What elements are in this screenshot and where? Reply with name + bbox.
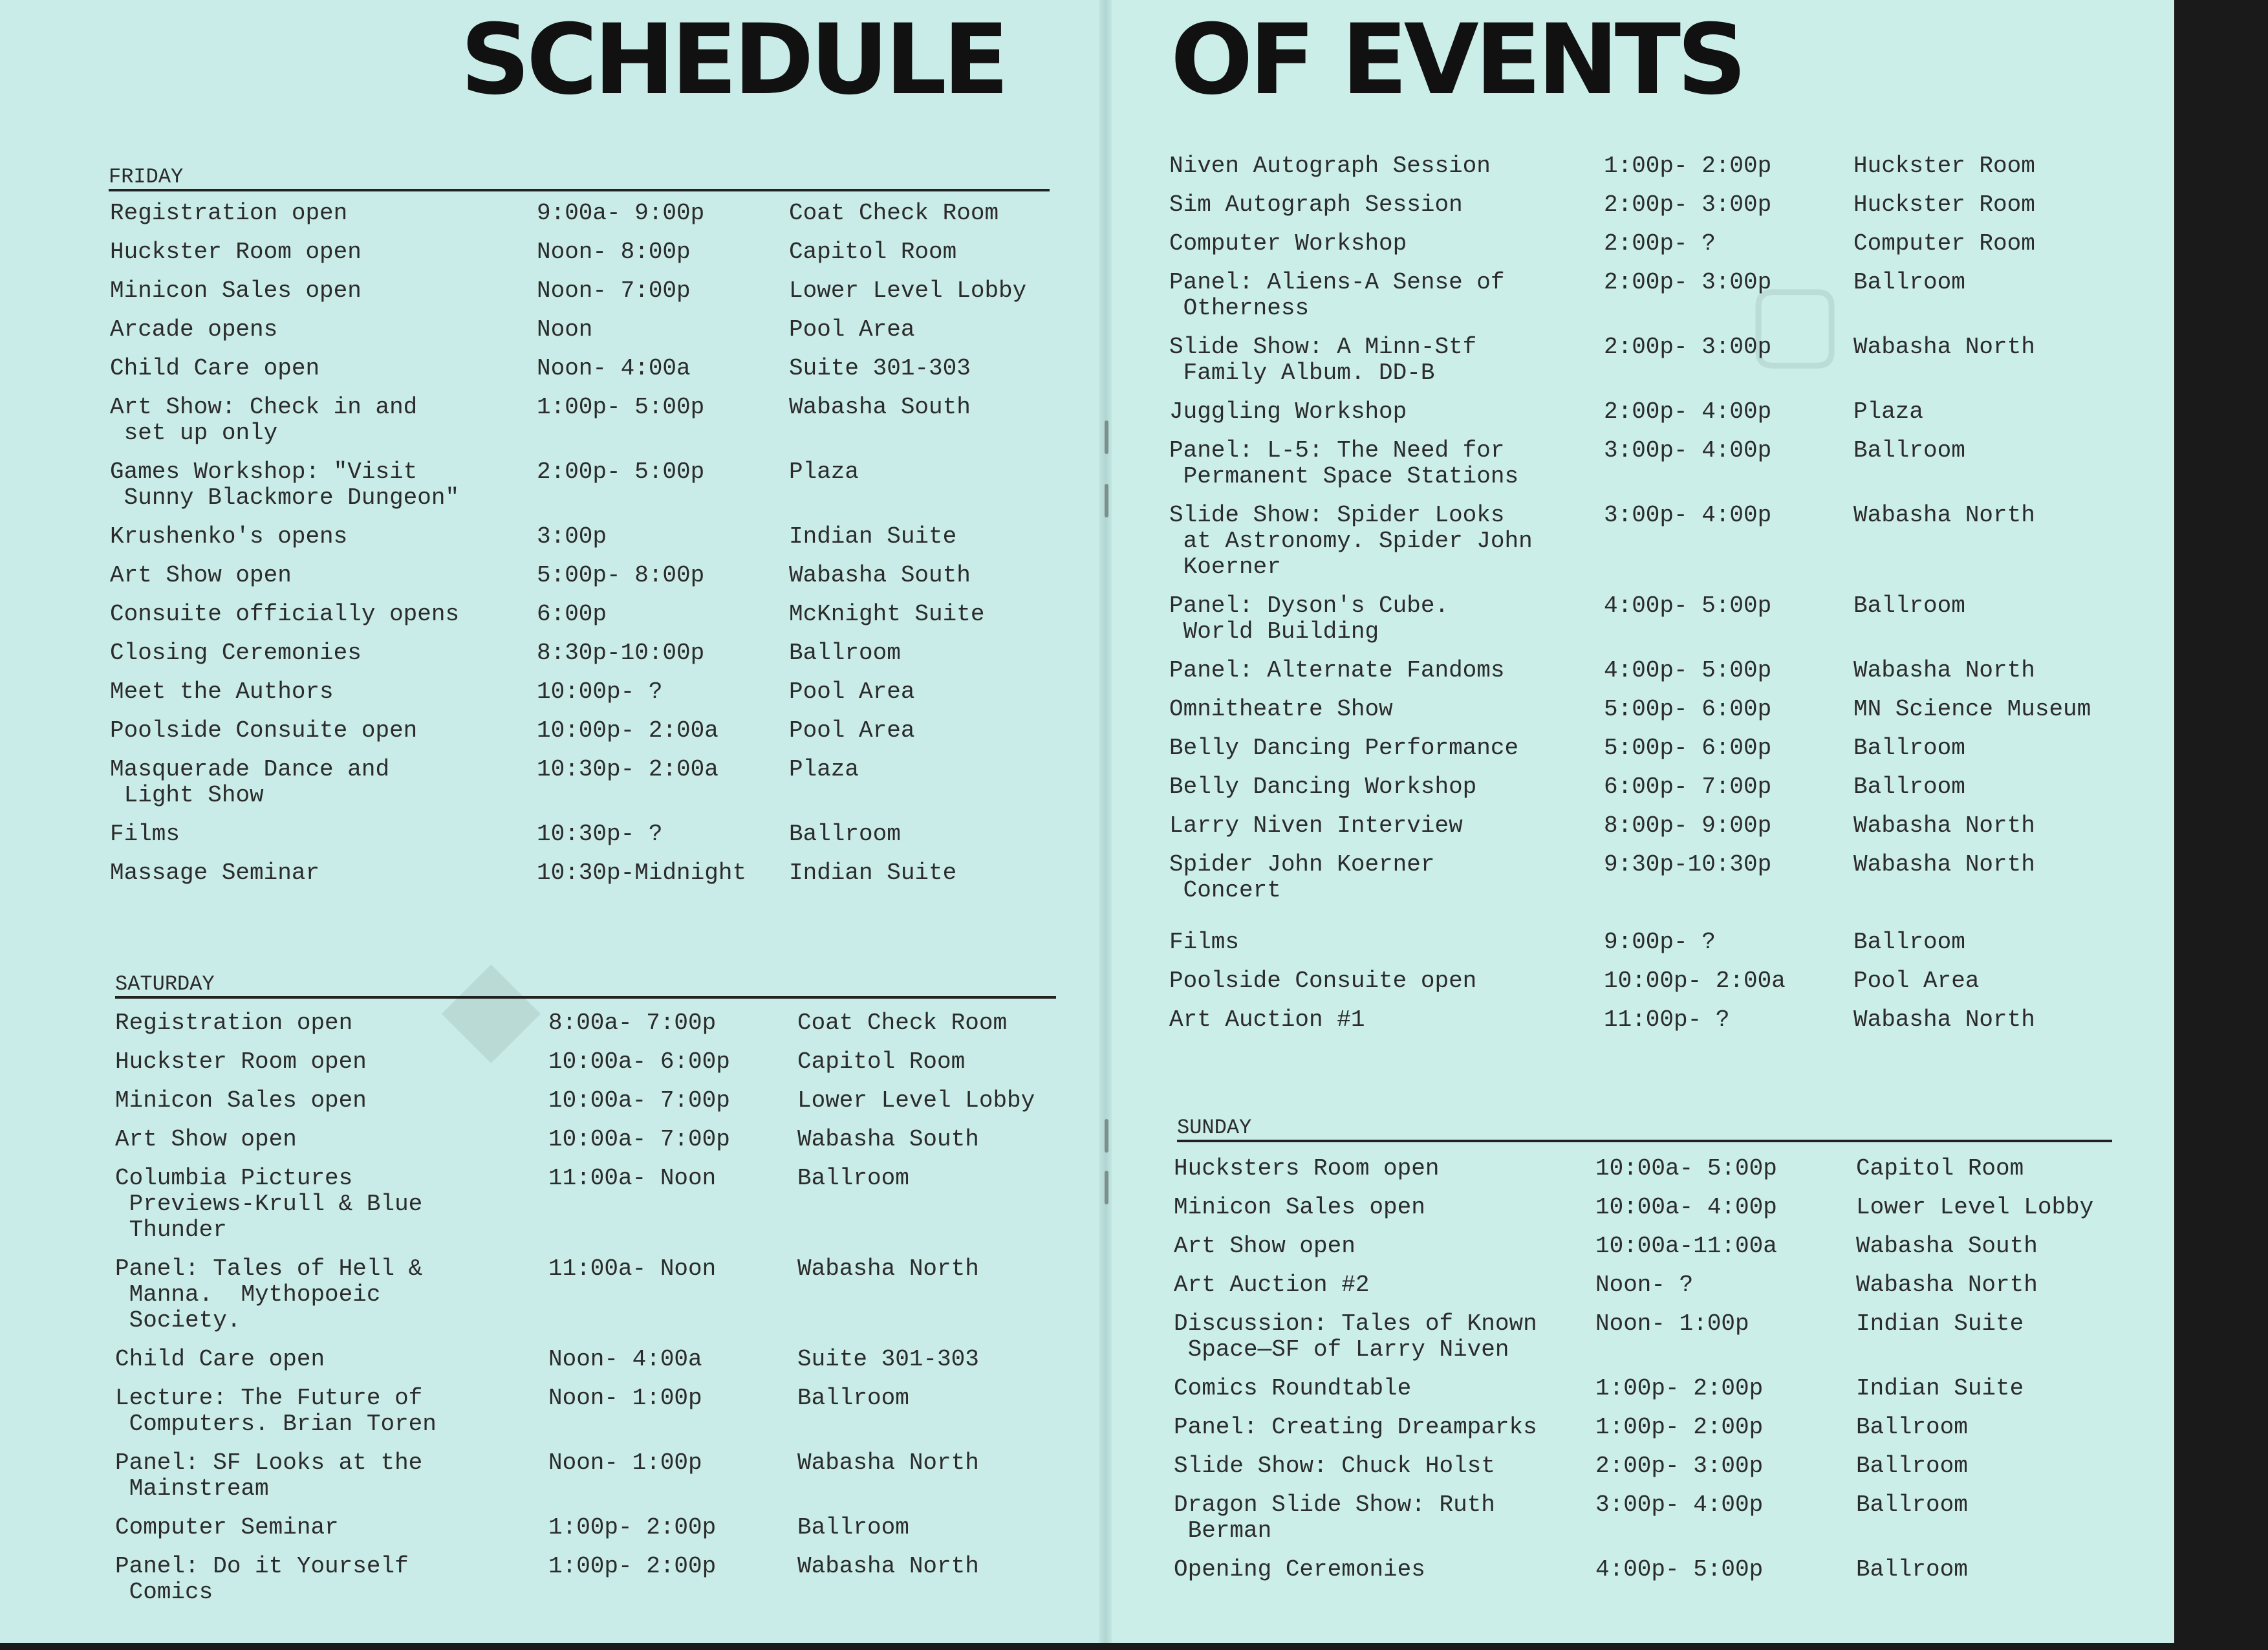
event-name: Panel: Tales of Hell & Manna. Mythopoeic Society. <box>115 1255 423 1334</box>
event-location: Ballroom <box>797 1165 909 1191</box>
schedule-row <box>115 1553 1072 1605</box>
heading-left: SCHEDULE <box>460 4 1006 116</box>
event-location: Wabasha North <box>1853 1006 2035 1033</box>
staple-bottom <box>1105 1171 1108 1204</box>
event-name: Child Care open <box>110 355 320 382</box>
event-location: Ballroom <box>1853 592 1965 619</box>
event-name: Art Auction #2 <box>1174 1272 1370 1298</box>
event-name: Minicon Sales open <box>115 1087 367 1114</box>
schedule-row <box>1174 1492 2131 1544</box>
event-location: Huckster Room <box>1853 191 2035 218</box>
event-location: Ballroom <box>1856 1453 1968 1479</box>
sunday-label: SUNDAY <box>1177 1116 2112 1142</box>
event-name: Sim Autograph Session <box>1169 191 1463 218</box>
event-location: Wabasha North <box>1853 334 2035 360</box>
event-time: 6:00p <box>537 601 607 627</box>
schedule-row <box>110 756 1067 809</box>
event-name: Huckster Room open <box>115 1048 367 1075</box>
event-time: 3:00p <box>537 523 607 550</box>
event-time: 11:00p- ? <box>1604 1006 1730 1033</box>
event-location: Pool Area <box>1853 968 1980 994</box>
event-name: Art Auction #1 <box>1169 1006 1365 1033</box>
event-name: Art Show open <box>115 1126 297 1153</box>
event-location: Pool Area <box>789 678 915 705</box>
event-time: 6:00p- 7:00p <box>1604 774 1772 800</box>
schedule-row <box>1169 399 2126 425</box>
schedule-row <box>115 1088 1072 1114</box>
event-location: Wabasha South <box>789 562 971 589</box>
schedule-row <box>110 679 1067 705</box>
schedule-row <box>1174 1415 2131 1440</box>
event-location: Wabasha North <box>1853 812 2035 839</box>
event-name: Computer Seminar <box>115 1514 339 1541</box>
schedule-row <box>1174 1376 2131 1402</box>
schedule-row <box>1169 269 2126 321</box>
event-time: 8:30p-10:00p <box>537 640 705 666</box>
event-location: McKnight Suite <box>789 601 985 627</box>
event-time: 3:00p- 4:00p <box>1604 437 1772 464</box>
event-time: Noon- ? <box>1595 1272 1694 1298</box>
schedule-row <box>110 640 1067 666</box>
event-name: Lecture: The Future of Computers. Brian Toren <box>115 1385 437 1437</box>
event-time: Noon- 4:00a <box>548 1346 702 1373</box>
event-location: Coat Check Room <box>789 200 999 226</box>
event-location: Plaza <box>1853 398 1924 425</box>
event-name: Masquerade Dance and Light Show <box>110 756 390 809</box>
event-location: MN Science Museum <box>1853 696 2091 722</box>
event-time: 10:00p- 2:00a <box>537 717 718 744</box>
schedule-row <box>115 1385 1072 1437</box>
schedule-row <box>115 1515 1072 1541</box>
event-location: Ballroom <box>1853 735 1965 761</box>
schedule-row <box>110 317 1067 343</box>
schedule-row <box>1169 153 2126 179</box>
event-name: Discussion: Tales of Known Space—SF of Larry Niven <box>1174 1310 1537 1363</box>
event-time: Noon <box>537 316 593 343</box>
schedule-row <box>115 1255 1072 1334</box>
event-time: 4:00p- 5:00p <box>1595 1556 1764 1583</box>
event-time: 1:00p- 2:00p <box>1595 1414 1764 1440</box>
schedule-row <box>110 459 1067 511</box>
event-name: Films <box>110 821 180 847</box>
event-time: 11:00a- Noon <box>548 1255 717 1282</box>
event-location: Lower Level Lobby <box>1856 1194 2094 1221</box>
event-time: 4:00p- 5:00p <box>1604 592 1772 619</box>
event-time: 2:00p- 3:00p <box>1604 334 1772 360</box>
event-time: Noon- 1:00p <box>1595 1310 1749 1337</box>
event-name: Computer Workshop <box>1169 230 1407 257</box>
friday-label: FRIDAY <box>109 165 1050 191</box>
event-name: Spider John Koerner Concert <box>1169 851 1435 904</box>
event-time: 1:00p- 2:00p <box>1595 1375 1764 1402</box>
event-name: Consuite officially opens <box>110 601 460 627</box>
schedule-row <box>1169 592 2126 645</box>
event-location: Ballroom <box>1853 437 1965 464</box>
schedule-row <box>115 1127 1072 1153</box>
schedule-row <box>1174 1233 2131 1259</box>
schedule-row <box>110 602 1067 627</box>
schedule-row <box>1174 1195 2131 1221</box>
staple-lower <box>1105 1119 1108 1153</box>
event-name: Larry Niven Interview <box>1169 812 1463 839</box>
schedule-row <box>110 356 1067 382</box>
event-location: Wabasha North <box>1853 851 2035 878</box>
event-name: Krushenko's opens <box>110 523 348 550</box>
event-name: Art Show open <box>110 562 292 589</box>
event-time: 10:00a- 6:00p <box>548 1048 730 1075</box>
event-name: Registration open <box>110 200 348 226</box>
gutter <box>1099 0 1112 1643</box>
event-location: Ballroom <box>1856 1414 1968 1440</box>
event-name: Panel: L-5: The Need for Permanent Space Stations <box>1169 437 1519 490</box>
event-time: 10:00a- 7:00p <box>548 1126 730 1153</box>
event-time: 3:00p- 4:00p <box>1595 1492 1764 1518</box>
event-location: Indian Suite <box>789 860 957 886</box>
schedule-row <box>1169 437 2126 490</box>
event-time: 4:00p- 5:00p <box>1604 657 1772 684</box>
schedule-row <box>115 1010 1072 1036</box>
event-time: 10:00a-11:00a <box>1595 1233 1777 1259</box>
event-time: 1:00p- 5:00p <box>537 394 705 420</box>
event-time: 2:00p- 3:00p <box>1604 269 1772 296</box>
event-location: Ballroom <box>797 1385 909 1411</box>
schedule-row <box>110 563 1067 589</box>
event-time: 10:00p- 2:00a <box>1604 968 1786 994</box>
event-name: Omnitheatre Show <box>1169 696 1393 722</box>
schedule-row <box>1169 658 2126 684</box>
event-time: 2:00p- 3:00p <box>1604 191 1772 218</box>
event-time: 9:30p-10:30p <box>1604 851 1772 878</box>
schedule-row <box>110 394 1067 446</box>
event-time: 10:00a- 4:00p <box>1595 1194 1777 1221</box>
show-through-left: ◆ <box>426 964 579 1064</box>
event-name: Closing Ceremonies <box>110 640 362 666</box>
event-time: Noon- 1:00p <box>548 1449 702 1476</box>
event-name: Meet the Authors <box>110 678 334 705</box>
event-location: Wabasha South <box>1856 1233 2038 1259</box>
event-name: Hucksters Room open <box>1174 1155 1440 1182</box>
event-location: Suite 301-303 <box>789 355 971 382</box>
event-time: Noon- 4:00a <box>537 355 691 382</box>
event-location: Capitol Room <box>797 1048 966 1075</box>
schedule-row <box>110 524 1067 550</box>
staple-top <box>1105 420 1108 454</box>
event-location: Capitol Room <box>1856 1155 2024 1182</box>
event-location: Wabasha North <box>797 1553 979 1579</box>
event-name: Niven Autograph Session <box>1169 153 1491 179</box>
event-location: Ballroom <box>797 1514 909 1541</box>
event-location: Wabasha North <box>797 1449 979 1476</box>
event-location: Coat Check Room <box>797 1010 1008 1036</box>
event-time: 9:00p- ? <box>1604 929 1716 955</box>
event-time: 8:00a- 7:00p <box>548 1010 717 1036</box>
schedule-row <box>115 1347 1072 1373</box>
schedule-row <box>115 1449 1072 1502</box>
event-time: 8:00p- 9:00p <box>1604 812 1772 839</box>
event-location: Plaza <box>789 459 859 485</box>
event-name: Panel: Dyson's Cube. World Building <box>1169 592 1449 645</box>
schedule-row <box>1169 735 2126 761</box>
schedule-row <box>1169 813 2126 839</box>
schedule-row <box>110 860 1067 886</box>
event-location: Ballroom <box>1853 929 1965 955</box>
event-location: Computer Room <box>1853 230 2035 257</box>
schedule-row <box>1169 1007 2126 1033</box>
event-location: Ballroom <box>1853 269 1965 296</box>
event-location: Plaza <box>789 756 859 783</box>
event-name: Games Workshop: "Visit Sunny Blackmore Dungeon" <box>110 459 460 511</box>
event-location: Ballroom <box>789 821 901 847</box>
schedule-row <box>1174 1453 2131 1479</box>
schedule-row <box>1169 192 2126 218</box>
event-name: Juggling Workshop <box>1169 398 1407 425</box>
event-name: Minicon Sales open <box>1174 1194 1425 1221</box>
schedule-row <box>115 1165 1072 1243</box>
event-time: 10:30p- ? <box>537 821 663 847</box>
event-name: Slide Show: Chuck Holst <box>1174 1453 1495 1479</box>
event-location: Ballroom <box>1856 1556 1968 1583</box>
schedule-row <box>110 718 1067 744</box>
event-name: Huckster Room open <box>110 239 362 265</box>
event-location: Wabasha North <box>797 1255 979 1282</box>
schedule-row <box>1174 1272 2131 1298</box>
schedule-row <box>1174 1156 2131 1182</box>
event-time: 5:00p- 6:00p <box>1604 696 1772 722</box>
event-name: Minicon Sales open <box>110 277 362 304</box>
event-time: 10:00p- ? <box>537 678 663 705</box>
event-location: Huckster Room <box>1853 153 2035 179</box>
event-time: 10:30p- 2:00a <box>537 756 718 783</box>
event-name: Slide Show: Spider Looks at Astronomy. Spider John Koerner <box>1169 502 1533 580</box>
event-time: 1:00p- 2:00p <box>1604 153 1772 179</box>
event-name: Comics Roundtable <box>1174 1375 1412 1402</box>
schedule-row <box>110 239 1067 265</box>
event-time: 10:00a- 7:00p <box>548 1087 730 1114</box>
event-name: Films <box>1169 929 1240 955</box>
event-location: Pool Area <box>789 717 915 744</box>
event-name: Slide Show: A Minn-Stf Family Album. DD-B <box>1169 334 1477 386</box>
event-name: Belly Dancing Performance <box>1169 735 1519 761</box>
event-time: 5:00p- 8:00p <box>537 562 705 589</box>
schedule-row <box>1169 231 2126 257</box>
event-name: Panel: Alternate Fandoms <box>1169 657 1505 684</box>
event-name: Columbia Pictures Previews-Krull & Blue Thunder <box>115 1165 423 1243</box>
event-time: Noon- 7:00p <box>537 277 691 304</box>
schedule-row <box>1169 697 2126 722</box>
event-location: Lower Level Lobby <box>789 277 1027 304</box>
event-time: 3:00p- 4:00p <box>1604 502 1772 528</box>
heading-right: OF EVENTS <box>1171 4 1744 116</box>
event-time: 5:00p- 6:00p <box>1604 735 1772 761</box>
schedule-row <box>1169 502 2126 580</box>
event-location: Indian Suite <box>1856 1310 2024 1337</box>
event-location: Wabasha North <box>1856 1272 2038 1298</box>
event-time: 10:30p-Midnight <box>537 860 747 886</box>
event-name: Opening Ceremonies <box>1174 1556 1425 1583</box>
saturday-label: SATURDAY <box>115 972 1056 999</box>
event-name: Panel: SF Looks at the Mainstream <box>115 1449 423 1502</box>
schedule-row <box>1169 929 2126 955</box>
event-time: 10:00a- 5:00p <box>1595 1155 1777 1182</box>
event-time: 2:00p- 5:00p <box>537 459 705 485</box>
event-name: Art Show open <box>1174 1233 1355 1259</box>
event-time: 2:00p- ? <box>1604 230 1716 257</box>
event-location: Wabasha North <box>1853 502 2035 528</box>
event-name: Child Care open <box>115 1346 325 1373</box>
event-name: Dragon Slide Show: Ruth Berman <box>1174 1492 1495 1544</box>
event-location: Wabasha North <box>1853 657 2035 684</box>
event-name: Belly Dancing Workshop <box>1169 774 1477 800</box>
staple-upper <box>1105 484 1108 517</box>
event-name: Panel: Creating Dreamparks <box>1174 1414 1537 1440</box>
schedule-row <box>1174 1557 2131 1583</box>
event-location: Wabasha South <box>789 394 971 420</box>
schedule-row <box>1169 851 2126 904</box>
schedule-row <box>110 821 1067 847</box>
event-location: Indian Suite <box>789 523 957 550</box>
event-time: 11:00a- Noon <box>548 1165 717 1191</box>
event-location: Suite 301-303 <box>797 1346 979 1373</box>
event-time: 2:00p- 3:00p <box>1595 1453 1764 1479</box>
event-name: Poolside Consuite open <box>1169 968 1477 994</box>
event-time: 1:00p- 2:00p <box>548 1553 717 1579</box>
event-name: Poolside Consuite open <box>110 717 418 744</box>
event-location: Capitol Room <box>789 239 957 265</box>
event-name: Registration open <box>115 1010 353 1036</box>
schedule-row <box>1174 1310 2131 1363</box>
event-location: Pool Area <box>789 316 915 343</box>
event-name: Panel: Aliens-A Sense of Otherness <box>1169 269 1505 321</box>
event-name: Panel: Do it Yourself Comics <box>115 1553 409 1605</box>
schedule-row <box>115 1049 1072 1075</box>
schedule-row <box>110 201 1067 226</box>
event-name: Art Show: Check in and set up only <box>110 394 418 446</box>
event-name: Massage Seminar <box>110 860 320 886</box>
event-time: 1:00p- 2:00p <box>548 1514 717 1541</box>
event-location: Indian Suite <box>1856 1375 2024 1402</box>
event-time: 2:00p- 4:00p <box>1604 398 1772 425</box>
schedule-row <box>1169 774 2126 800</box>
event-location: Lower Level Lobby <box>797 1087 1035 1114</box>
schedule-row <box>110 278 1067 304</box>
schedule-row <box>1169 334 2126 386</box>
event-name: Arcade opens <box>110 316 278 343</box>
schedule-row <box>1169 968 2126 994</box>
event-location: Ballroom <box>1853 774 1965 800</box>
event-time: Noon- 8:00p <box>537 239 691 265</box>
event-location: Wabasha South <box>797 1126 979 1153</box>
event-time: Noon- 1:00p <box>548 1385 702 1411</box>
event-location: Ballroom <box>1856 1492 1968 1518</box>
event-location: Ballroom <box>789 640 901 666</box>
show-through-right: ▢ <box>1746 259 1844 380</box>
event-time: 9:00a- 9:00p <box>537 200 705 226</box>
